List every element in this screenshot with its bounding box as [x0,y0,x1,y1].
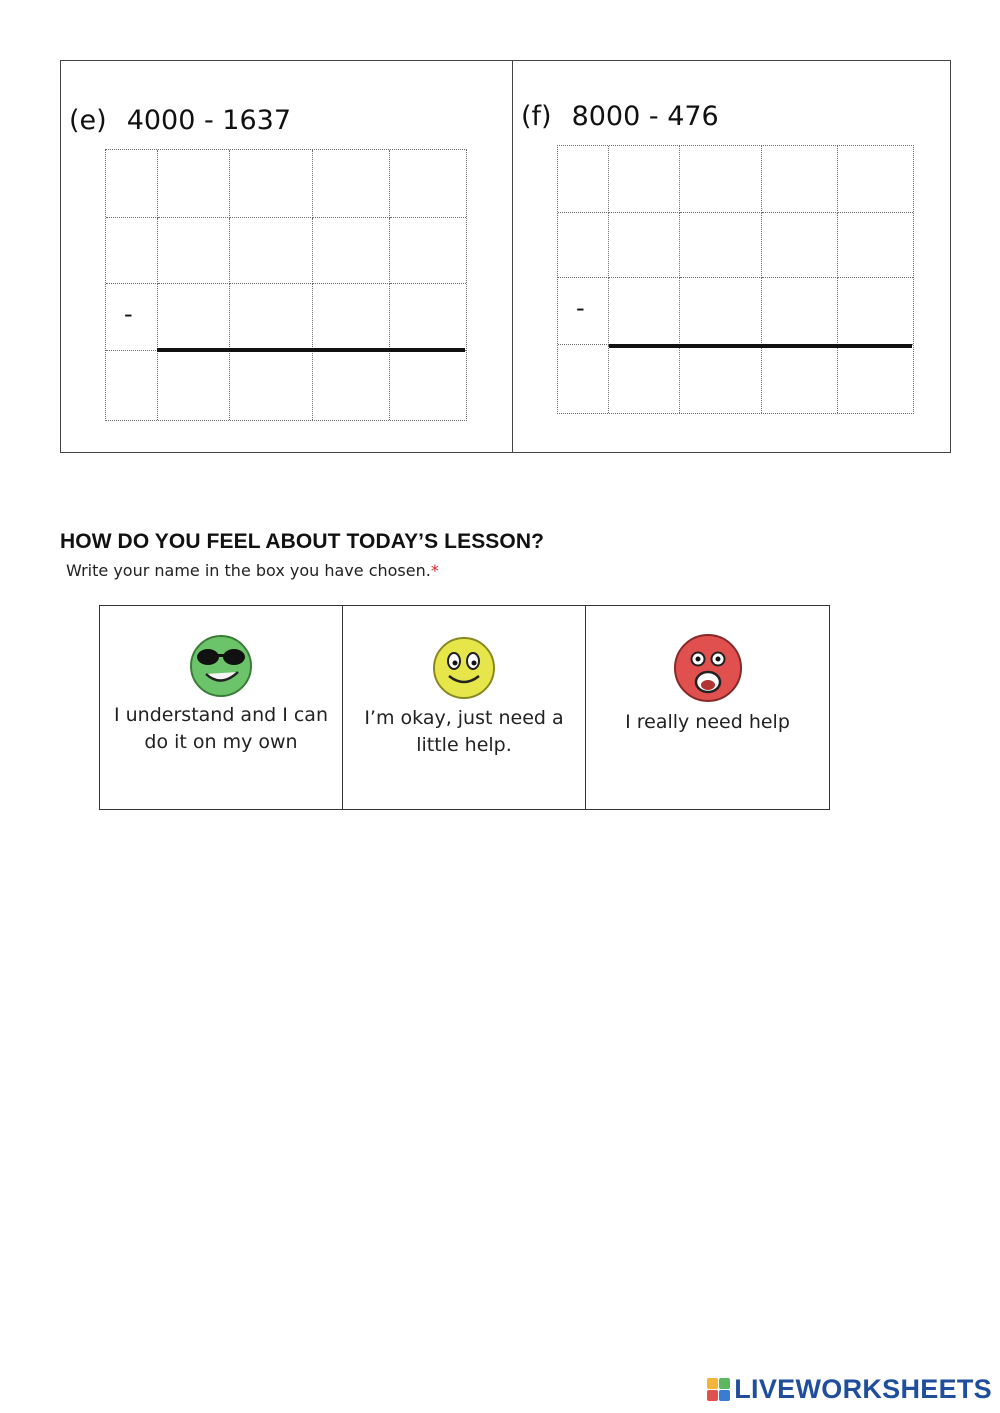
operator-cell [558,278,609,345]
answer-grid [557,145,914,414]
grid-cell[interactable] [230,150,313,218]
answer-cell[interactable] [680,345,762,413]
feeling-caption: I really need help [625,711,790,733]
grid-cell[interactable] [838,278,913,345]
grid-cell[interactable] [558,345,609,413]
problem-e [61,61,513,452]
minus-sign: - [576,294,585,323]
grid-cell[interactable] [762,213,838,278]
grid-cell[interactable] [762,278,838,345]
grid-cell[interactable] [390,218,466,284]
feeling-option-okay[interactable] [343,606,586,809]
grid-cell[interactable] [158,150,230,218]
smiley-icon [429,634,499,700]
logo-blocks-icon [707,1378,730,1401]
answer-cell[interactable] [313,351,390,420]
grid-cell[interactable] [390,284,466,352]
cool-smiley-icon [186,632,256,698]
problem-heading [521,101,719,132]
answer-line [609,344,912,348]
grid-cell[interactable] [106,351,158,420]
shocked-face-icon [670,631,746,703]
grid-cell[interactable] [230,218,313,284]
problems-panel [60,60,951,453]
section-title: HOW DO YOU FEEL ABOUT TODAY’S LESSON? [60,530,545,553]
grid-cell[interactable] [762,146,838,213]
answer-cell[interactable] [762,345,838,413]
grid-cell[interactable] [106,150,158,218]
grid-cell[interactable] [680,213,762,278]
grid-cell[interactable] [609,213,680,278]
grid-cell[interactable] [158,284,230,352]
instruction-text [66,561,439,580]
operator-cell [106,284,158,352]
problem-f [513,61,950,452]
problem-expression: 8000 - 476 [571,101,719,132]
grid-cell[interactable] [313,284,390,352]
grid-cell[interactable] [609,278,680,345]
answer-cell[interactable] [230,351,313,420]
answer-grid [105,149,467,421]
grid-cell[interactable] [390,150,466,218]
feeling-option-need-help[interactable] [586,606,829,809]
grid-cell[interactable] [106,218,158,284]
grid-cell[interactable] [158,218,230,284]
instruction-label: Write your name in the box you have chosen. [66,561,431,580]
minus-sign: - [124,299,133,328]
required-mark: * [430,561,439,580]
liveworksheets-logo [707,1374,992,1405]
problem-label: (e) [69,105,107,136]
answer-cell[interactable] [390,351,466,420]
feelings-table [99,605,830,810]
grid-cell[interactable] [838,146,913,213]
grid-cell[interactable] [313,218,390,284]
grid-cell[interactable] [680,146,762,213]
feeling-option-understand[interactable] [100,606,343,809]
answer-line [157,348,465,352]
answer-cell[interactable] [158,351,230,420]
grid-cell[interactable] [558,213,609,278]
feeling-caption: I understand and I can do it on my own [114,704,328,753]
answer-cell[interactable] [609,345,680,413]
problem-label: (f) [521,101,552,132]
feeling-caption: I’m okay, just need a little help. [364,707,564,756]
grid-cell[interactable] [558,146,609,213]
grid-cell[interactable] [313,150,390,218]
answer-cell[interactable] [838,345,913,413]
grid-cell[interactable] [609,146,680,213]
grid-cell[interactable] [680,278,762,345]
problem-expression: 4000 - 1637 [126,105,292,136]
grid-cell[interactable] [230,284,313,352]
grid-cell[interactable] [838,213,913,278]
brand-name: LIVEWORKSHEETS [734,1374,992,1404]
problem-heading [69,105,291,136]
